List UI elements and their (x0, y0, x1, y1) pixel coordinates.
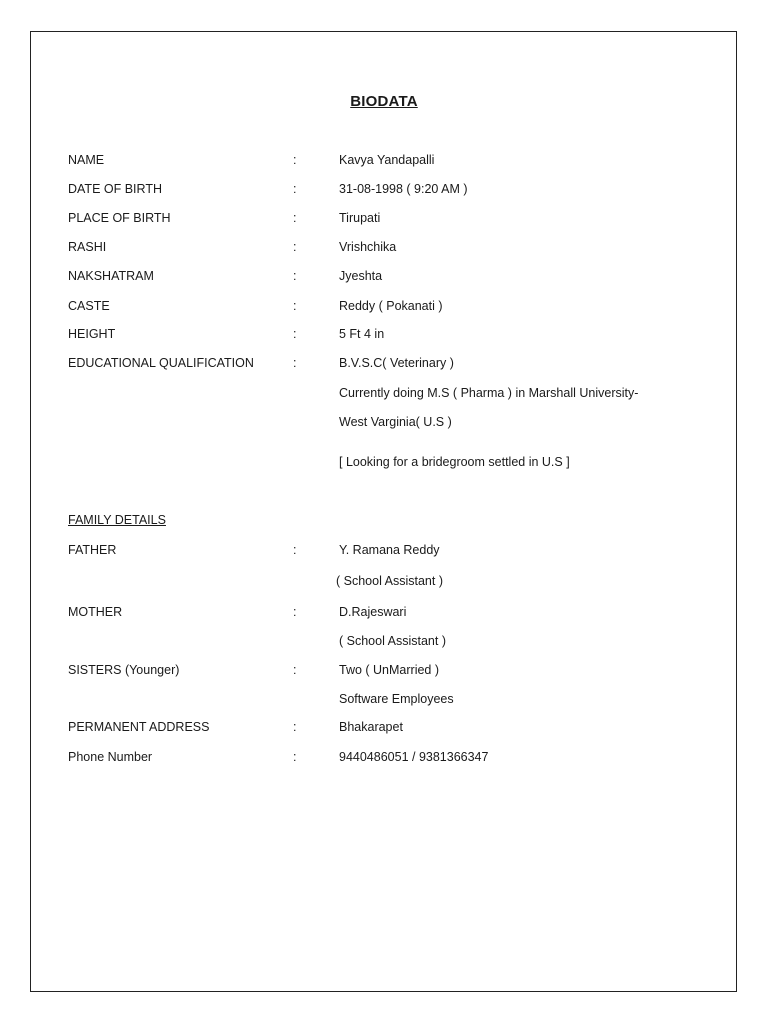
row-education-location (0, 412, 768, 432)
row-name (0, 150, 768, 170)
row-nakshatram (0, 266, 768, 286)
value-education-location: West Varginia( U.S ) (339, 415, 452, 429)
colon: : (293, 182, 297, 196)
colon: : (293, 327, 297, 341)
document-title: BIODATA (350, 93, 418, 110)
colon: : (293, 356, 297, 370)
colon: : (293, 750, 297, 764)
value-place-of-birth: Tirupati (339, 211, 381, 225)
label-place-of-birth: PLACE OF BIRTH (68, 211, 171, 225)
value-address: Bhakarapet (339, 720, 403, 734)
label-rashi: RASHI (68, 240, 107, 254)
value-education-current: Currently doing M.S ( Pharma ) in Marshall University- (339, 386, 639, 400)
value-sisters: Two ( UnMarried ) (339, 663, 440, 677)
colon: : (293, 605, 297, 619)
row-education-current (0, 383, 768, 403)
colon: : (293, 663, 297, 677)
row-father (0, 540, 768, 560)
colon: : (293, 211, 297, 225)
value-height: 5 Ft 4 in (339, 327, 385, 341)
value-mother-note: ( School Assistant ) (339, 634, 446, 648)
label-height: HEIGHT (68, 327, 116, 341)
row-place-of-birth (0, 208, 768, 228)
row-father-note (0, 571, 768, 591)
row-preference-note (0, 452, 768, 472)
colon: : (293, 269, 297, 283)
label-education: EDUCATIONAL QUALIFICATION (68, 356, 254, 370)
colon: : (293, 543, 297, 557)
row-phone (0, 747, 768, 767)
colon: : (293, 299, 297, 313)
value-phone: 9440486051 / 9381366347 (339, 750, 489, 764)
value-nakshatram: Jyeshta (339, 269, 383, 283)
label-name: NAME (68, 153, 105, 167)
colon: : (293, 720, 297, 734)
label-sisters: SISTERS (Younger) (68, 663, 180, 677)
label-phone: Phone Number (68, 750, 153, 764)
colon: : (293, 240, 297, 254)
row-address (0, 717, 768, 737)
value-date-of-birth: 31-08-1998 ( 9:20 AM ) (339, 182, 468, 196)
value-preference-note: [ Looking for a bridegroom settled in U.S ] (339, 455, 570, 469)
label-address: PERMANENT ADDRESS (68, 720, 210, 734)
value-name: Kavya Yandapalli (339, 153, 435, 167)
value-education: B.V.S.C( Veterinary ) (339, 356, 454, 370)
value-sisters-note: Software Employees (339, 692, 454, 706)
label-mother: MOTHER (68, 605, 123, 619)
row-mother-note (0, 631, 768, 651)
row-caste (0, 296, 768, 316)
family-details-heading: FAMILY DETAILS (68, 513, 166, 527)
row-sisters-note (0, 689, 768, 709)
row-mother (0, 602, 768, 622)
value-mother: D.Rajeswari (339, 605, 407, 619)
value-rashi: Vrishchika (339, 240, 397, 254)
value-caste: Reddy ( Pokanati ) (339, 299, 443, 313)
label-father: FATHER (68, 543, 117, 557)
value-father-note: ( School Assistant ) (336, 574, 443, 588)
label-caste: CASTE (68, 299, 110, 313)
row-rashi (0, 237, 768, 257)
label-nakshatram: NAKSHATRAM (68, 269, 154, 283)
value-father: Y. Ramana Reddy (339, 543, 440, 557)
label-date-of-birth: DATE OF BIRTH (68, 182, 162, 196)
row-education (0, 353, 768, 373)
colon: : (293, 153, 297, 167)
row-height (0, 324, 768, 344)
row-date-of-birth (0, 179, 768, 199)
row-sisters (0, 660, 768, 680)
